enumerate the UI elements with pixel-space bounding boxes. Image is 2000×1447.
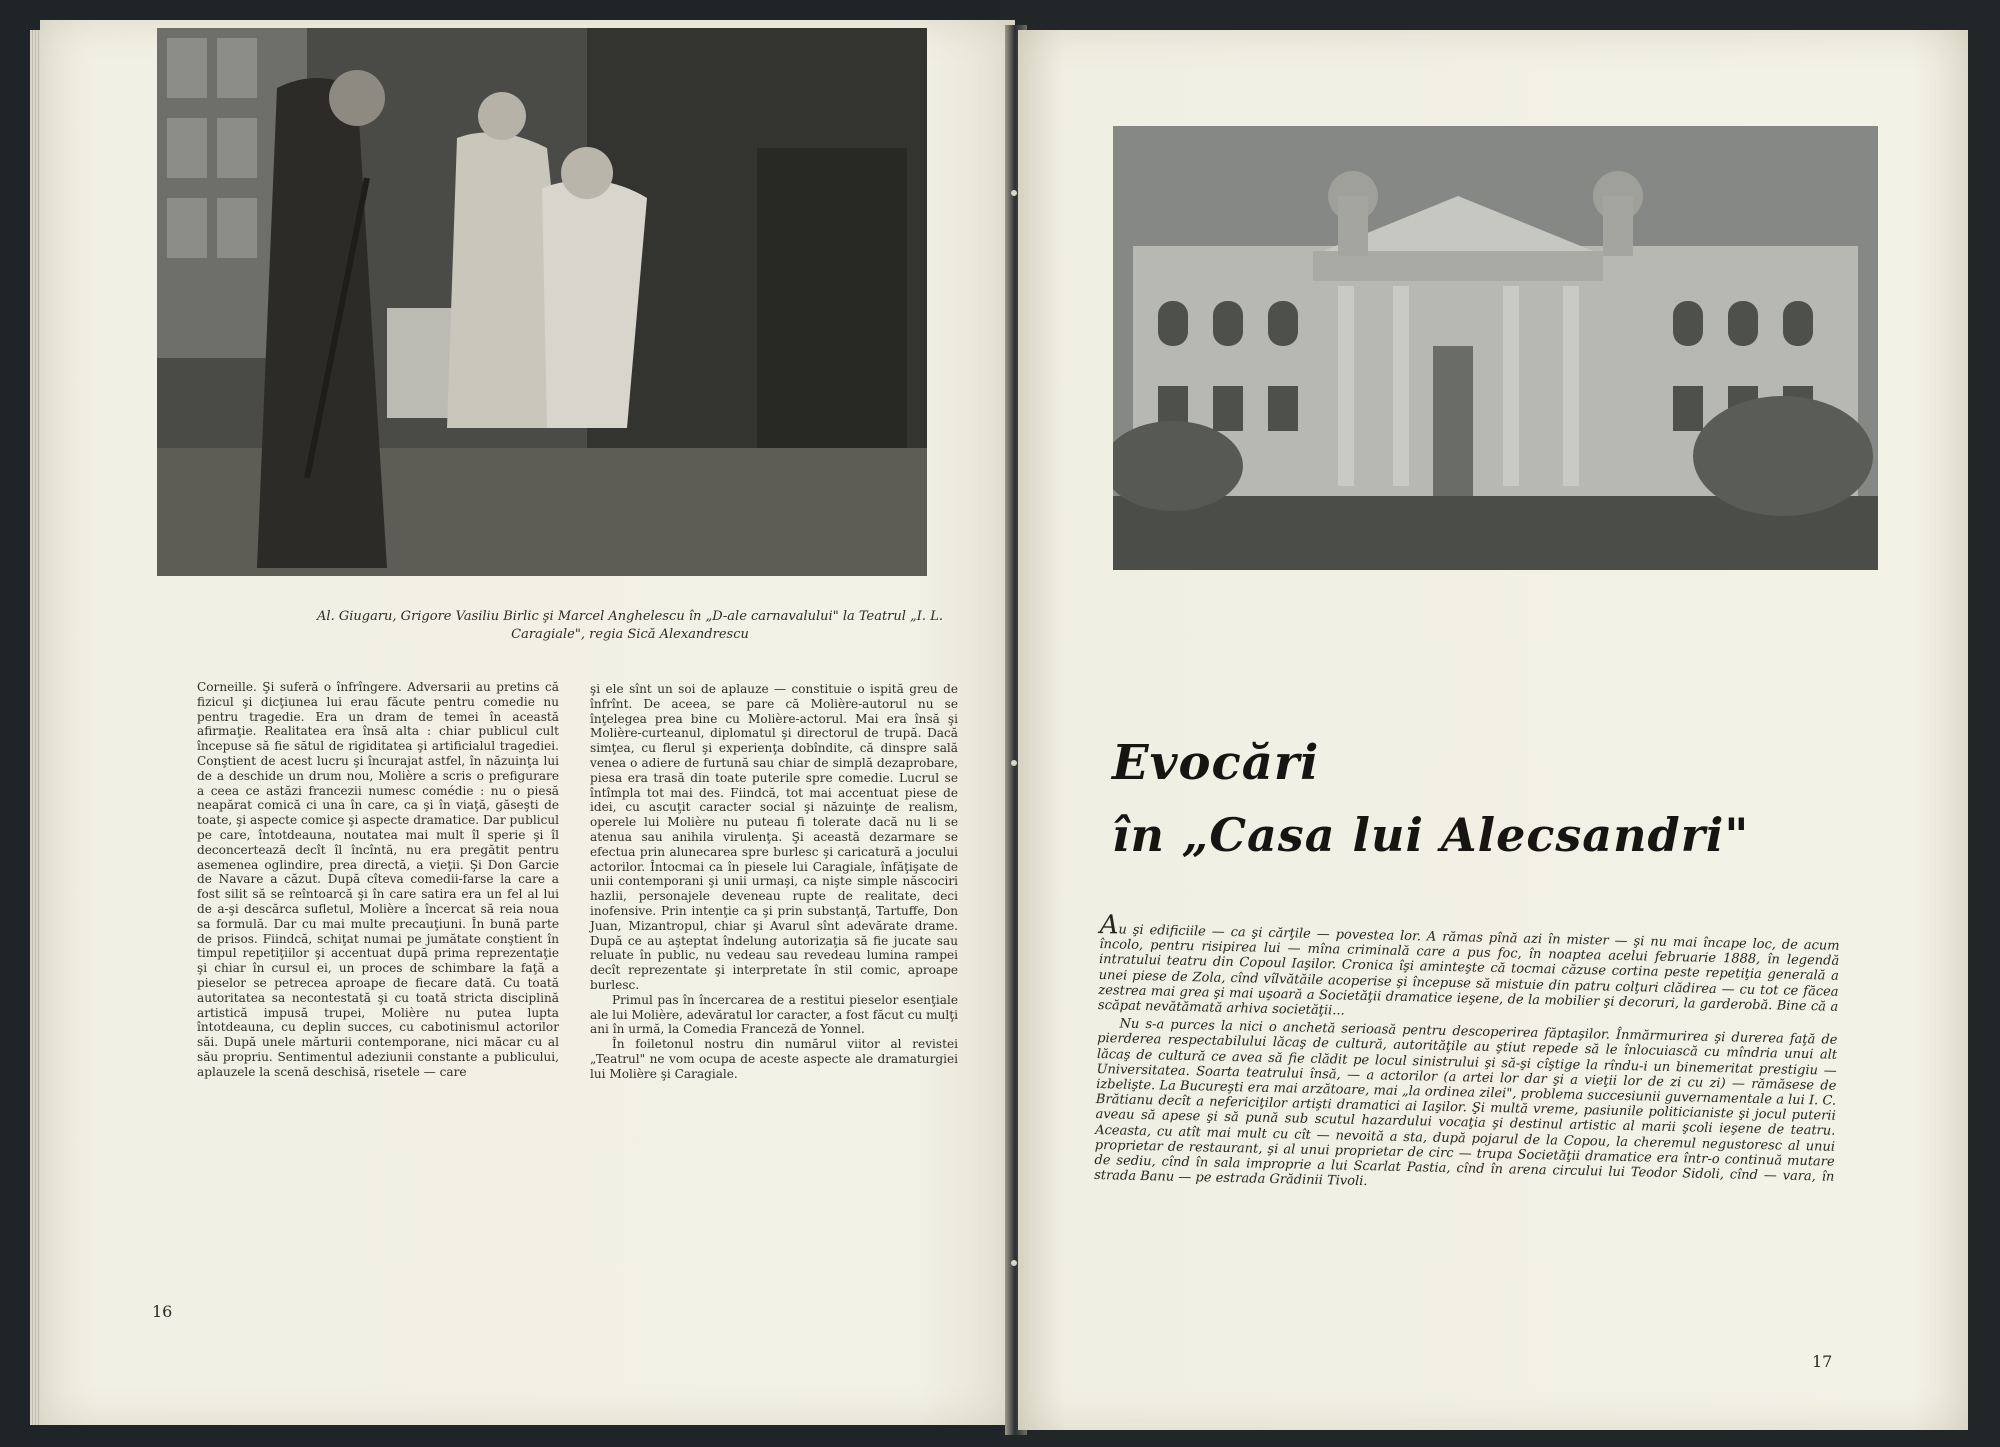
photo-caption: Al. Giugaru, Grigore Vasiliu Birlic şi Marcel Anghelescu în „D-ale carnavalului" la Teatrul „I. L. Caragiale", regia Sică Alexandrescu bbox=[317, 609, 943, 642]
article-body bbox=[1093, 910, 1840, 1203]
article-title-line-1: Evocări bbox=[1112, 735, 1320, 791]
right-page bbox=[1018, 30, 1968, 1430]
stage-photo bbox=[157, 28, 927, 576]
page-number-left: 16 bbox=[152, 1302, 173, 1321]
left-page bbox=[40, 20, 1015, 1425]
binding-hole bbox=[1011, 190, 1017, 196]
article-title-line-2: în „Casa lui Alecsandri" bbox=[1112, 808, 1750, 862]
column-2-paragraph-3: În foiletonul nostru din numărul viitor al revistei „Teatrul" ne vom ocupa de aceste aspecte ale dramaturgiei lui Molière şi Caragiale. bbox=[590, 1037, 958, 1081]
binding-hole bbox=[1011, 1260, 1017, 1266]
column-2-paragraph-2: Primul pas în încercarea de a restitui pieselor esenţiale ale lui Molière, adevăratul lor caracter, a fost făcut cu mulţi ani în urmă, la Comedia Franceză de Yonnel. bbox=[590, 992, 958, 1037]
drop-cap: A bbox=[1099, 910, 1119, 941]
text-column-1: Corneille. Şi suferă o înfrîngere. Adversarii au pretins că fizicul şi dicţiunea lui erau făcute pentru comedie nu pentru tragedie. Era un dram de temei în această afirmaţie. Realitatea era însă alta : chiar publicul cult începuse să fie sătul de rigiditatea şi artificialul tragediei. Conştient de acest lucru şi încurajat astfel, în năzuinţa lui de a deschide un drum nou, Molière a scris o prefigurare a ceea ce astăzi francezii numesc comédie : nu o piesă neapărat comică ci una în care, ca şi în viaţă, găseşti de toate, şi aspecte comice şi aspecte dramatice. Dar publicul pe care, întotdeauna, noutatea mai mult îl sperie şi îl deconcertează decît îl încîntă, nu era pregătit pentru asemenea oglindire, prea directă, a vieţii. Şi Don Garcie de Navare a căzut. După cîteva comedii-farse la care a fost silit să se reîntoarcă şi în care satira era un fel al lui de a-şi descărca sufletul, Molière a încercat să reia noua sa formulă. Dar cu mai multe precauţiuni. În bună parte de prisos. Fiindcă, schiţat numai pe jumătate conştient în timpul repetiţiilor şi accentuat după prima reprezentaţie şi chiar în cursul ei, un proces de schimbare la faţă a pieselor se petrecea aproape de fiecare dată. Cu toată autoritatea sa necontestată şi cu toată stricta disciplină artistică impusă trupei, Molière nu putea lupta întotdeauna, cu deplin succes, cu cabotinismul actorilor săi. După unele mărturii contemporane, nici măcar cu al său propriu. Sentimentul adeziunii constante a publicului, aplauzele la scenă deschisă, risetele — care bbox=[197, 680, 559, 1079]
text-column-2 bbox=[590, 682, 958, 1082]
article-paragraph-1 bbox=[1097, 910, 1840, 1030]
page-number-right: 17 bbox=[1812, 1352, 1833, 1371]
column-2-paragraph-1: şi ele sînt un soi de aplauze — constituie o ispită greu de înfrînt. De aceea, se pare că Molière-autorul nu se înţelegea prea bine cu Molière-actorul. Mai era însă şi Molière-curteanul, diplomatul şi directorul de trupă. Dacă simţea, cu flerul şi experienţa dobîndite, că dinspre sală venea o adiere de furtună sau chiar de simplă dezaprobare, piesa era trasă din toate puterile spre comedie. Lucrul se întîmpla tot mai des. Fiindcă, tot mai accentuat piese de idei, cu ascuţit caracter social şi năzuinţe de realism, operele lui Molière nu puteau fi tolerate dacă nu li se atenua sau anihila virulenţa. Şi această dezarmare se efectua prin alunecarea spre burlesc şi caricatură a jocului actorilor. Întocmai ca în piesele lui Caragiale, înfăţişate de unii contemporani şi unii urmaşi, ca nişte simple născociri hazlii, personajele deveneau rupte de realitate, deci inofensive. Prin intenţie ca şi prin substanţă, Tartuffe, Don Juan, Mizantropul, chiar şi Avarul sînt adevărate drame. După ce au aşteptat îndelung autorizaţia să fie jucate sau reluate în public, nu vedeau sau revedeau lumina rampei decît reprezentate şi interpretate în stil comic, aproape burlesc. bbox=[590, 682, 958, 992]
paragraph-1-text: u şi edificiile — ca şi cărţile — povestea lor. A rămas pînă azi în mister — şi nu mai încape loc, de acum încolo, pentru risipirea lui — mîna criminală care a pus foc, în noaptea acelui februarie 1888, în legendă intratului teatru din Copoul Iaşilor. Cronica îşi aminteşte că tocmai căzuse cortina peste repetiţia generală a unei piese de Zola, cînd vîlvătăile acoperise şi începuse să mistuie din patru colţuri clădirea — cu tot ce făcea zestrea mai grea şi mai uşoară a Societăţii dramatice ieşene, de la mobilier şi decoruri, la garderobă. Bine că a scăpat nevătămată arhiva societăţii... bbox=[1097, 922, 1840, 1019]
binding-hole bbox=[1011, 760, 1017, 766]
article-paragraph-2: Nu s-a purces la nici o anchetă serioasă pentru descoperirea făptaşilor. Înmărmurirea şi durerea faţă de pierderea respectabilului lăcaş de cultură, autorităţile au ştiut repede să le înlocuiască cu mîndria unui alt lăcaş de cultură ce avea să fie clădit pe locul sinistrului şi să-şi cîştige la rîndu-i un binemeritat prestigiu — Universitatea. Soarta teatrului însă, — a actorilor (a artei lor dar şi a vieţii lor de zi cu zi) — rămăsese de izbelişte. La Bucureşti era mai arzătoare, mai „la ordinea zilei", problema succesiunii guvernamentale a lui I. C. Brătianu decît a nefericiţilor artişti dramatici ai Iaşilor. Şi multă vreme, pasiunile politicianiste şi jocul puterii aveau să apese şi să pună sub scutul hazardului vocaţia şi destinul artistic al marii şcoli ieşene de teatru. Aceasta, cu atît mai mult cu cît — nevoită a sta, după pojarul de la Copou, la cheremul negustoresc al unui proprietar de restaurant, şi al unui proprietar de circ — trupa Societăţii dramatice era într-o continuă mutare de sediu, cînd în sala improprie a lui Scarlat Pastia, cînd în arena circului lui Teodor Sidoli, cînd — vara, în strada Banu — pe estrada Grădinii Tivoli. bbox=[1093, 1016, 1838, 1190]
theatre-building-photo bbox=[1113, 126, 1878, 570]
